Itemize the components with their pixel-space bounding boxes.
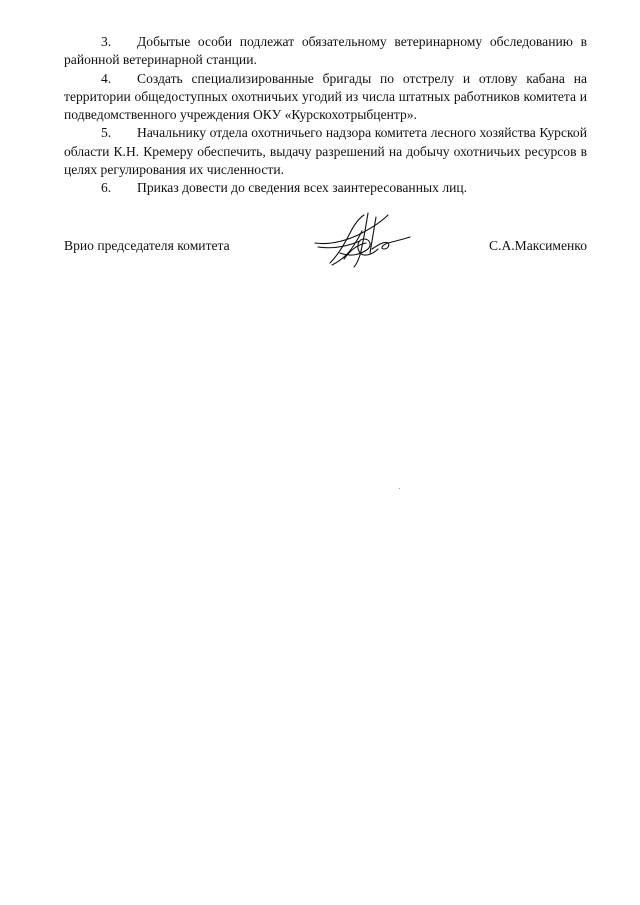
document-body [64, 33, 587, 198]
paragraph-4 [64, 70, 587, 125]
paragraph-6 [64, 179, 587, 197]
signatory-title: Врио председателя комитета [64, 238, 230, 253]
signatory-name: С.А.Максименко [489, 238, 587, 253]
paragraph-text: Приказ довести до сведения всех заинтересованных лиц. [137, 180, 468, 196]
paragraph-number: 5. [101, 125, 112, 141]
paragraph-text: Начальнику отдела охотничьего надзора комитета лесного хозяйства Курской области К.Н. Кремеру обеспечить, выдачу разрешений на добычу охотничьих ресурсов в целях регулирования их численности. [64, 125, 587, 178]
paragraph-5 [64, 124, 587, 179]
paragraph-number: 3. [101, 34, 112, 49]
scan-speck [399, 488, 400, 489]
paragraph-text: Создать специализированные бригады по отстрелу и отлову кабана на территории общедоступных охотничьих угодий из числа штатных работников комитета и подведомственного учреждения ОКУ «Курскохотрыбцентр». [64, 70, 587, 123]
paragraph-3 [64, 33, 587, 70]
paragraph-number: 4. [101, 70, 112, 86]
paragraph-text: Добытые особи подлежат обязательному ветеринарному обследованию в районной ветеринарной станции. [64, 34, 587, 68]
handwritten-signature [310, 205, 420, 275]
paragraph-number: 6. [101, 180, 112, 196]
